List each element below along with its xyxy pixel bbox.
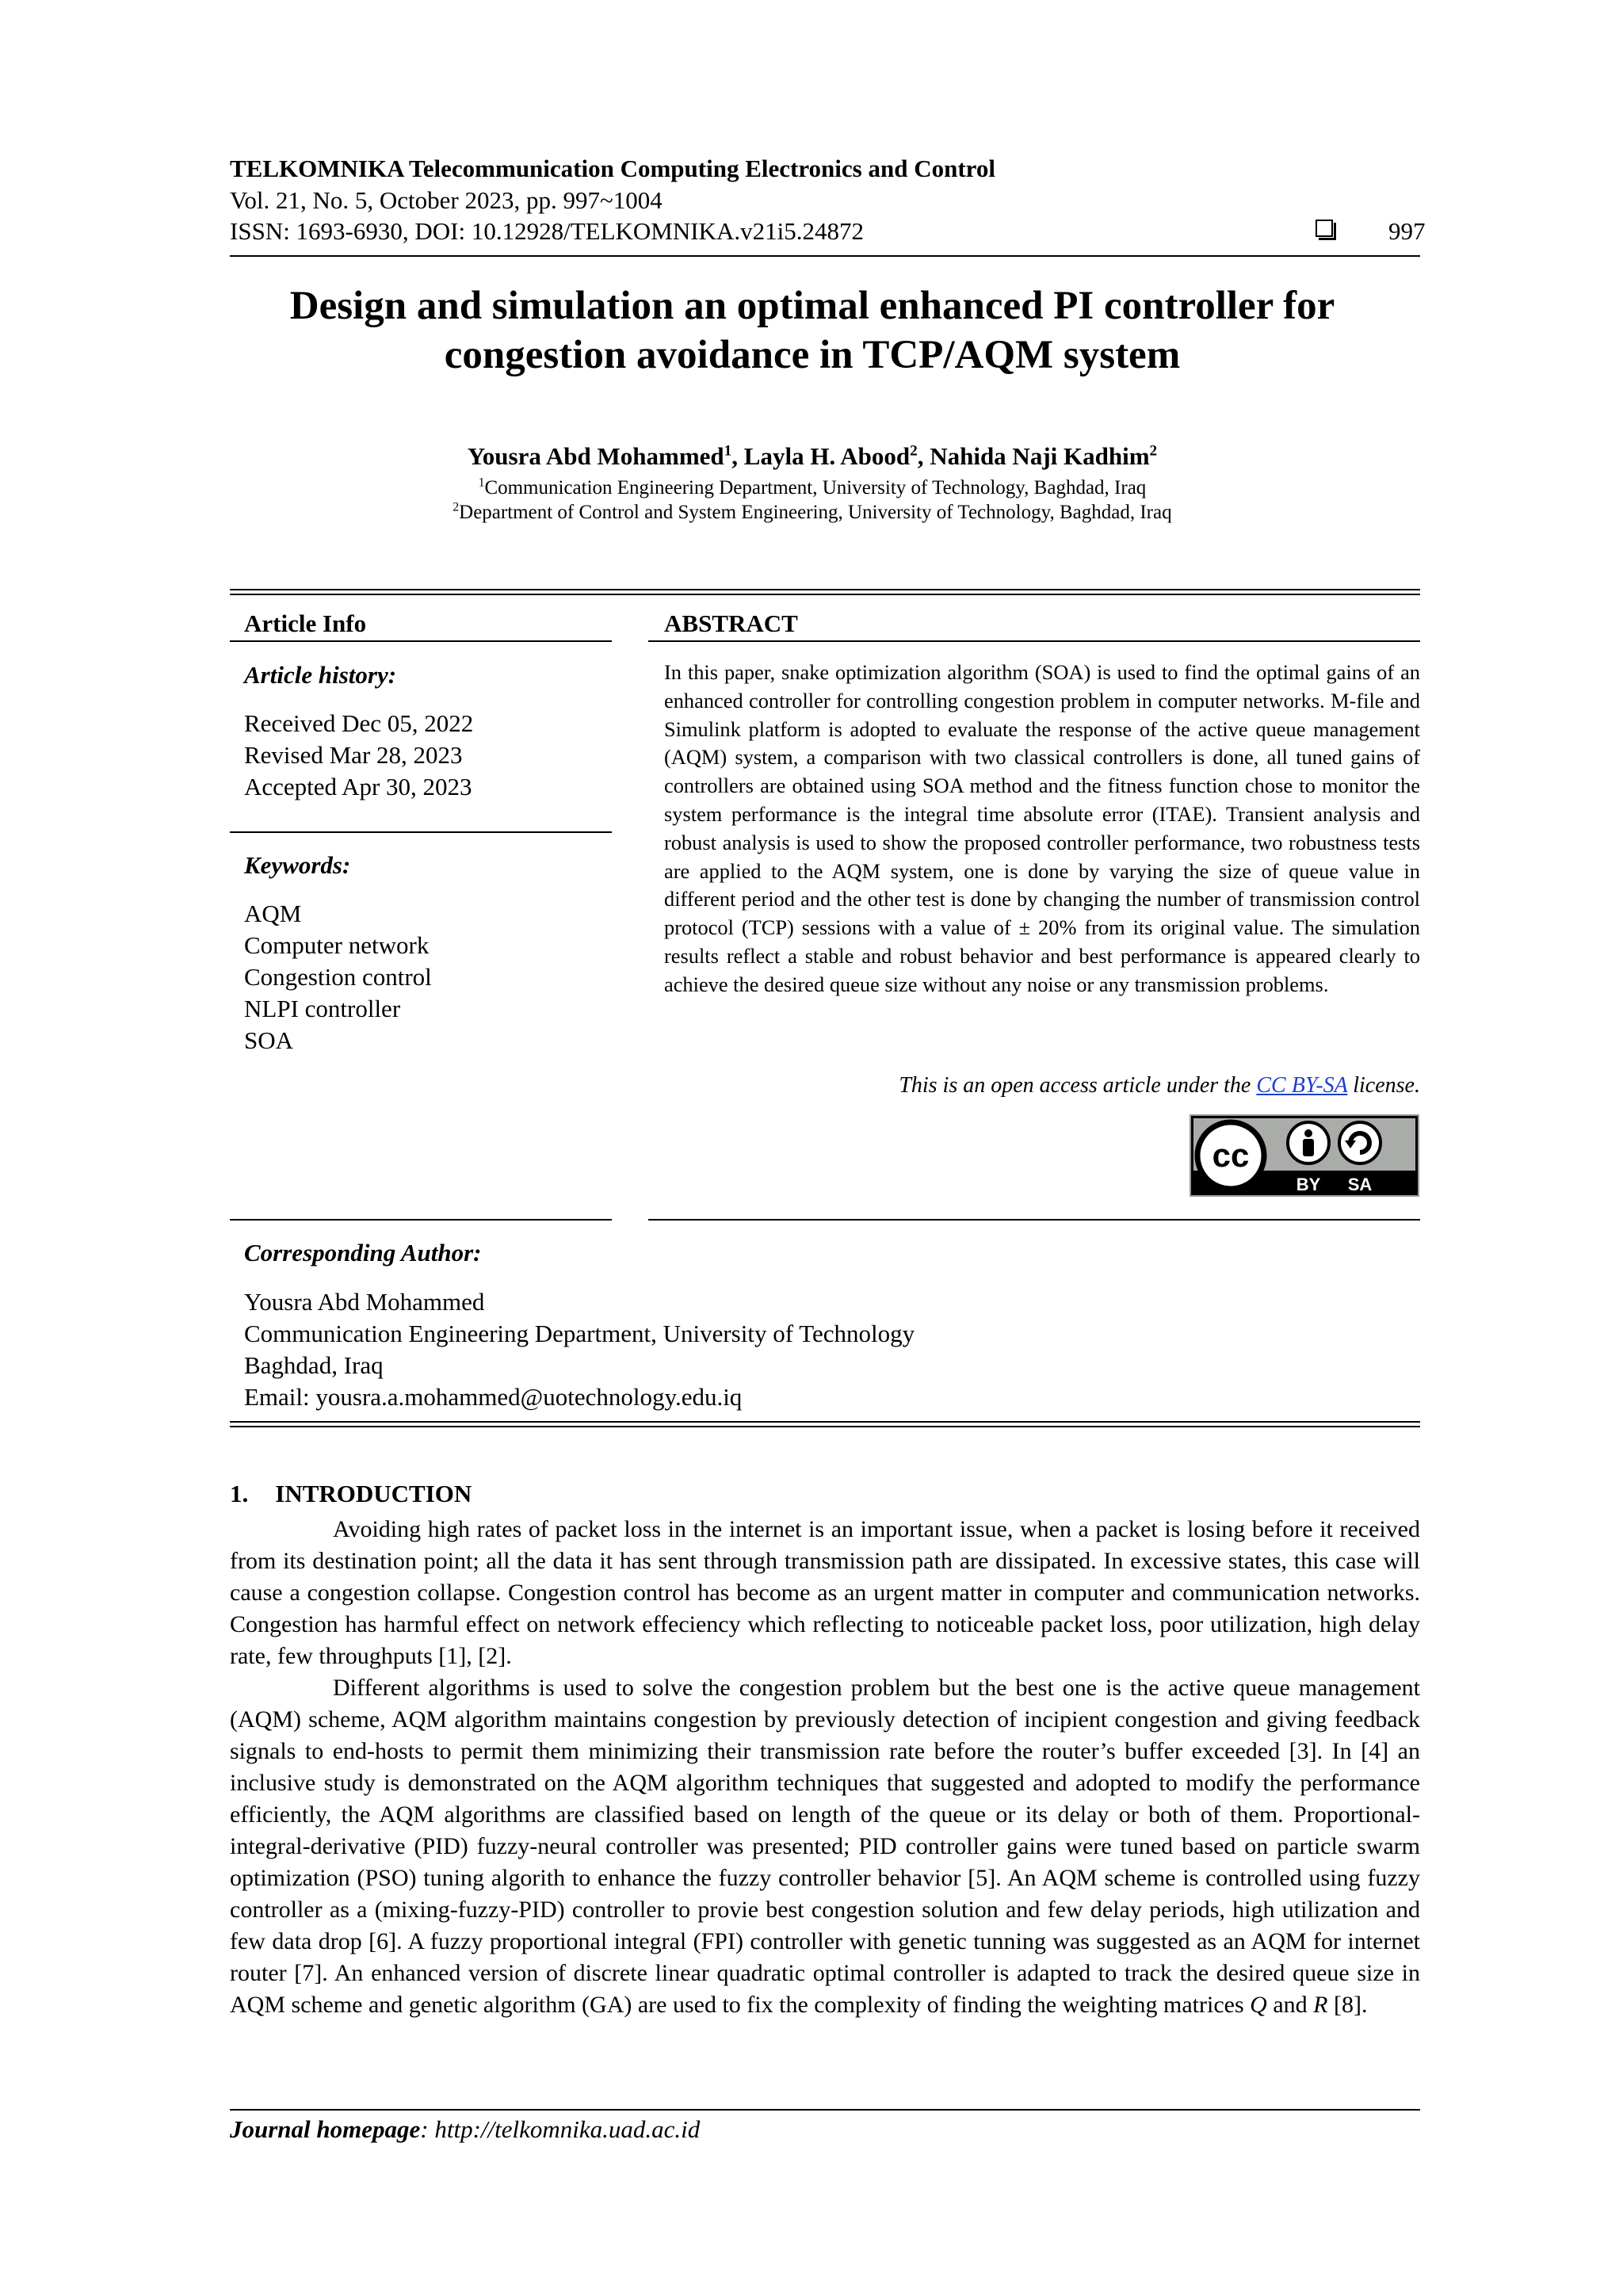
affiliation — [198, 501, 1426, 525]
author-name: Nahida Naji Kadhim — [930, 442, 1150, 470]
abstract-rule — [648, 640, 1420, 642]
accepted-date: Accepted Apr 30, 2023 — [244, 773, 472, 800]
abstract-text: In this paper, snake optimization algorithm (SOA) is used to find the optimal gains of an enhanced controller for controlling congestion problem in computer networks. M-file and Simulink platform is adopted to evaluate the response of the active queue management (AQM) system, a comparison with two classical controllers is done, all tuned gains of controllers are obtained using SOA method and the fitness function chose to monitor the system performance is the integral time absolute error (ITAE). Transient analysis and robust analysis is used to show the proposed controller performance, two robustness tests are applied to the AQM system, one is done by varying the size of queue value in different period and the other test is done by changing the number of transmission control protocol (TCP) sessions with a value of ± 20% from its original value. The simulation results reflect a stable and robust behavior and best performance is appeared clearly to achieve the desired queue size without any noise or any transmission problems. — [664, 660, 1420, 996]
infobox-top-rule — [230, 589, 1420, 590]
article-info-heading: Article Info — [244, 609, 367, 637]
volume-info: Vol. 21, No. 5, October 2023, pp. 997~1004 — [230, 186, 663, 214]
math-symbol: R — [1313, 1992, 1328, 2018]
title-line-1: Design and simulation an optimal enhanced PI controller for — [289, 284, 1335, 328]
paragraph-text: and — [1266, 1992, 1314, 2018]
keyword-list — [244, 898, 432, 1056]
infobox-top-rule-2 — [230, 594, 1420, 595]
author-name: Yousra Abd Mohammed — [467, 442, 724, 470]
by-label: BY — [1296, 1175, 1321, 1194]
license-prefix: This is an open access article under the — [899, 1073, 1257, 1098]
affiliation-text: Communication Engineering Department, University of Technology, Baghdad, Iraq — [484, 477, 1147, 499]
by-body — [1303, 1139, 1314, 1156]
revised-date: Revised Mar 28, 2023 — [244, 741, 463, 769]
article-info-rule — [230, 640, 612, 642]
received-date: Received Dec 05, 2022 — [244, 709, 474, 737]
author-separator: , — [731, 442, 744, 470]
corresponding-department: Communication Engineering Department, University of Technology — [244, 1320, 915, 1347]
license-suffix: license. — [1347, 1073, 1420, 1098]
paragraph: Avoiding high rates of packet loss in the internet is an important issue, when a packet is losing before it received from its destination point; all the data it has sent through transmission path are dissipated. In excessive states, this case will cause a congestion collapse. Congestion control has become as an urgent matter in computer and communication networks. Congestion has harmful effect on network effeciency which reflecting to noticeable packet loss, poor utilization, high delay rate, few throughputs [1], [2]. — [230, 1516, 1420, 1669]
affiliation-text: Department of Control and System Engineering, University of Technology, Baghdad, Iraq — [459, 502, 1172, 523]
corresponding-name: Yousra Abd Mohammed — [244, 1288, 485, 1316]
author-name: Layla H. Abood — [743, 442, 911, 470]
paragraph-text: [8]. — [1327, 1992, 1368, 2018]
keyword: Computer network — [244, 931, 430, 959]
paragraph-text: Different algorithms is used to solve the congestion problem but the best one is the active queue management (AQM) scheme, AQM algorithm maintains congestion by previously detection of incipient congestion and giving feedback signals to end-hosts to permit them minimizing their transmission rate before the router’s buffer exceeded [3]. In [4] an inclusive study is demonstrated on the AQM algorithm techniques that suggested and adopted to modify the performance efficiently, the AQM algorithms are classified based on length of the queue or its delay or both of them. Proportional-integral-derivative (PID) fuzzy-neural controller was presented; PID controller gains were tuned based on particle swarm optimization (PSO) tuning algorith to enhance the fuzzy controller behavior [5]. An AQM scheme is controlled using fuzzy controller as a (mixing-fuzzy-PID) controller to provie best congestion solution and few delay periods, high utilization and few data drop [6]. A fuzzy proportional integral (FPI) controller with genetic tunning was suggested as an AQM for internet router [7]. An enhanced version of discrete linear quadratic optimal controller is adapted to track the desired queue size in AQM scheme and genetic algorithm (GA) are used to fix the complexity of finding the weighting matrices — [230, 1675, 1420, 2018]
keyword: AQM — [244, 900, 302, 927]
section-title: INTRODUCTION — [275, 1480, 472, 1507]
author-affil-mark: 2 — [1149, 442, 1158, 460]
abstract-heading: ABSTRACT — [664, 609, 798, 637]
license-link[interactable]: CC BY-SA — [1256, 1073, 1348, 1098]
right-column-bottom-rule — [648, 1219, 1420, 1221]
sa-label: SA — [1347, 1175, 1373, 1194]
keyword: SOA — [244, 1026, 294, 1054]
affiliation-mark: 1 — [478, 476, 485, 490]
author-separator: , — [917, 442, 930, 470]
paragraph — [230, 1672, 1420, 2021]
affiliation-mark: 2 — [453, 500, 460, 514]
left-column-bottom-rule — [230, 1219, 612, 1221]
sa-share-alike-icon — [1339, 1122, 1381, 1163]
author-list — [198, 441, 1426, 472]
footer-rule — [230, 2109, 1420, 2111]
homepage-label: Journal homepage — [230, 2115, 421, 2143]
page-number: 997 — [1388, 217, 1426, 245]
infobox-bottom-rule — [230, 1421, 1420, 1423]
article-history-heading: Article history: — [244, 661, 397, 689]
journal-name: TELKOMNIKA Telecommunication Computing Electronics and Control — [230, 155, 995, 182]
introduction-body — [230, 1514, 1420, 2021]
cc-logo-text: cc — [1212, 1137, 1250, 1174]
homepage-url[interactable]: : http://telkomnika.uad.ac.id — [420, 2115, 701, 2143]
section-number: 1. — [230, 1480, 249, 1507]
license-statement — [664, 1072, 1420, 1100]
journal-homepage — [230, 2115, 700, 2145]
cc-by-sa-badge-icon[interactable] — [1190, 1114, 1419, 1197]
title-line-2: congestion avoidance in TCP/AQM system — [444, 333, 1181, 377]
corresponding-heading: Corresponding Author: — [244, 1239, 482, 1266]
page-box-icon — [1316, 220, 1333, 237]
issn-doi: ISSN: 1693-6930, DOI: 10.12928/TELKOMNIKA.v21i5.24872 — [230, 217, 864, 245]
section-heading — [230, 1479, 472, 1509]
abstract-body — [664, 659, 1420, 999]
author-affil-mark: 1 — [724, 442, 732, 460]
corresponding-email: Email: yousra.a.mohammed@uotechnology.edu.iq — [244, 1383, 743, 1411]
author-affil-mark: 2 — [910, 442, 918, 460]
keywords-heading: Keywords: — [244, 851, 351, 879]
corresponding-city: Baghdad, Iraq — [244, 1351, 384, 1379]
keyword: NLPI controller — [244, 995, 401, 1022]
affiliation — [198, 476, 1426, 500]
by-head — [1304, 1129, 1312, 1137]
header-rule — [230, 255, 1420, 257]
infobox-bottom-rule-2 — [230, 1426, 1420, 1427]
math-symbol: Q — [1250, 1992, 1267, 2018]
keyword: Congestion control — [244, 963, 432, 991]
paper-title — [198, 281, 1426, 380]
history-rule — [230, 831, 612, 833]
